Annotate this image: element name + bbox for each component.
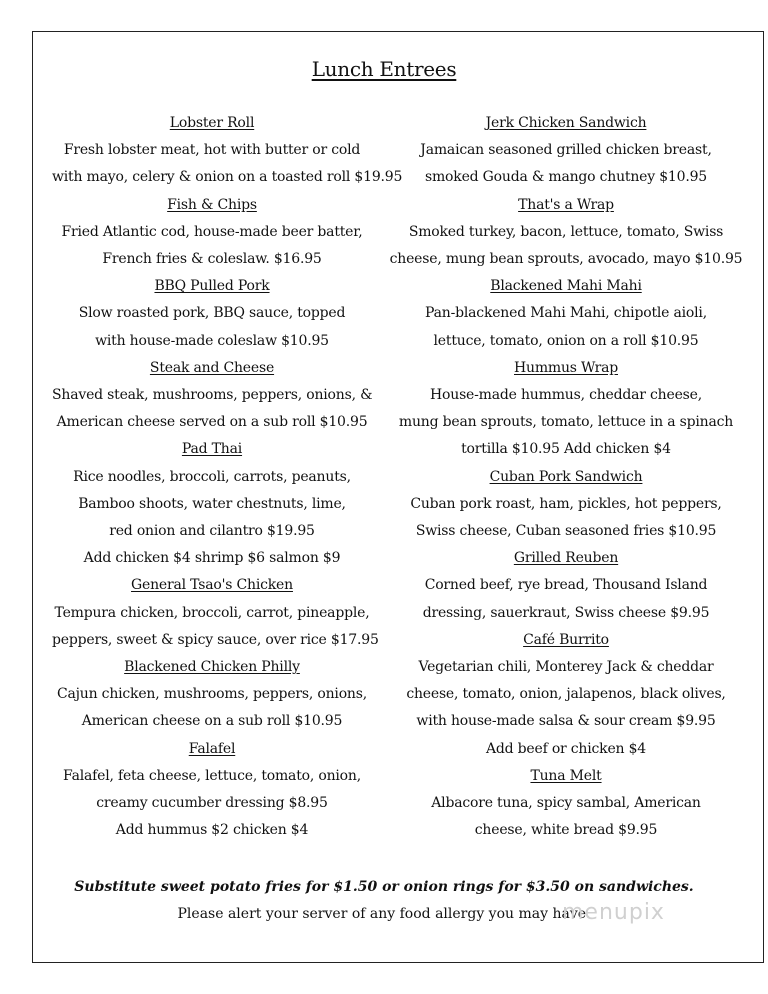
page-title: Lunch Entrees	[311, 57, 457, 81]
menu-item-description: tortilla $10.95 Add chicken $4	[461, 441, 671, 458]
menu-item	[52, 736, 372, 845]
menu-item-description: Add beef or chicken $4	[485, 740, 647, 757]
menu-item	[388, 273, 744, 355]
menu-item-description: cheese, tomato, onion, jalapenos, black olives,	[406, 686, 726, 703]
menu-item-description: Rice noodles, broccoli, carrots, peanuts,	[73, 468, 351, 485]
menu-item-description: with house-made salsa & sour cream $9.95	[416, 713, 716, 730]
substitution-note: Substitute sweet potato fries for $1.50 or onion rings for $3.50 on sandwiches.	[74, 879, 694, 895]
menu-item-description: Slow roasted pork, BBQ sauce, topped	[78, 305, 346, 322]
menu-item-description: with house-made coleslaw $10.95	[95, 332, 329, 349]
menu-item-description: House-made hummus, cheddar cheese,	[430, 387, 702, 404]
menu-item-description: Pan-blackened Mahi Mahi, chipotle aioli,	[425, 305, 707, 322]
menu-item	[388, 355, 744, 464]
menu-item-name: Lobster Roll	[169, 115, 255, 131]
menu-item-description: Swiss cheese, Cuban seasoned fries $10.95	[415, 523, 717, 540]
menu-item-name: That's a Wrap	[518, 196, 614, 213]
menu-item-name: Steak and Cheese	[149, 359, 275, 376]
menu-item-name: BBQ Pulled Pork	[154, 278, 270, 295]
menu-item-name: Falafel	[188, 740, 236, 757]
menu-item	[388, 545, 744, 627]
menu-item-description: Bamboo shoots, water chestnuts, lime,	[78, 495, 346, 512]
menu-item-description: Vegetarian chili, Monterey Jack & cheddar	[418, 659, 714, 676]
menu-item-description: Falafel, feta cheese, lettuce, tomato, onion,	[63, 767, 361, 784]
menu-item-description: American cheese served on a sub roll $10.95	[56, 414, 368, 431]
menu-item	[388, 192, 744, 274]
menu-item-name: Blackened Mahi Mahi	[490, 278, 642, 295]
menu-item-description: French fries & coleslaw. $16.95	[102, 251, 322, 268]
menu-item-name: Fish & Chips	[167, 196, 257, 213]
menu-item-name: Cuban Pork Sandwich	[489, 468, 643, 485]
menu-item-description: cheese, white bread $9.95	[474, 822, 658, 839]
menu-item	[52, 572, 379, 654]
menu-item-name: General Tsao's Chicken	[131, 577, 293, 594]
menu-item	[52, 273, 372, 355]
menu-item-description: American cheese on a sub roll $10.95	[81, 713, 343, 730]
menu-item-name: Pad Thai	[181, 441, 243, 458]
menu-item	[388, 763, 744, 845]
menu-item-description: red onion and cilantro $19.95	[109, 523, 315, 540]
left-column	[52, 110, 403, 844]
menu-item-description: lettuce, tomato, onion on a roll $10.95	[433, 332, 699, 349]
menu-item-description: with mayo, celery & onion on a toasted roll $19.95	[52, 169, 403, 186]
menu-item-description: Add chicken $4 shrimp $6 salmon $9	[83, 550, 341, 567]
menu-item-description: peppers, sweet & spicy sauce, over rice $17.95	[52, 631, 379, 648]
menu-item-name: Blackened Chicken Philly	[124, 659, 300, 676]
right-column	[388, 110, 744, 844]
menu-item-name: Tuna Melt	[530, 767, 602, 784]
menu-item-description: Fresh lobster meat, hot with butter or cold	[63, 142, 361, 159]
menu-item-description: Albacore tuna, spicy sambal, American	[431, 795, 701, 812]
menu-item	[388, 110, 744, 192]
menu-item-description: Cajun chicken, mushrooms, peppers, onions,	[57, 686, 367, 703]
menu-item-description: Jamaican seasoned grilled chicken breast,	[420, 142, 712, 159]
menu-item-name: Jerk Chicken Sandwich	[485, 115, 647, 131]
menu-item	[52, 436, 372, 572]
menu-item-description: Tempura chicken, broccoli, carrot, pineapple,	[54, 604, 370, 621]
menu-item-name: Grilled Reuben	[513, 550, 619, 567]
menu-item	[52, 654, 372, 736]
menu-item-description: Smoked turkey, bacon, lettuce, tomato, Swiss	[408, 223, 724, 240]
menu-item	[52, 355, 372, 437]
menu-item-description: Fried Atlantic cod, house-made beer batter,	[61, 223, 363, 240]
menu-item-description: dressing, sauerkraut, Swiss cheese $9.95	[422, 604, 710, 621]
menu-item	[52, 192, 372, 274]
menu-item-description: creamy cucumber dressing $8.95	[96, 795, 328, 812]
menu-item-description: smoked Gouda & mango chutney $10.95	[425, 169, 707, 186]
menu-item-description: Add hummus $2 chicken $4	[115, 822, 309, 839]
watermark-logo: menupix	[562, 900, 665, 925]
menu-item-name: Hummus Wrap	[514, 359, 618, 376]
menu-item	[52, 110, 403, 192]
menu-item-name: Café Burrito	[523, 631, 609, 648]
menu-item-description: cheese, mung bean sprouts, avocado, mayo $10.95	[389, 251, 743, 268]
menu-item-description: Shaved steak, mushrooms, peppers, onions, &	[52, 387, 373, 404]
allergy-note: Please alert your server of any food allergy you may have.	[177, 906, 591, 922]
menu-item-description: mung bean sprouts, tomato, lettuce in a spinach	[398, 414, 734, 431]
menu-item	[388, 464, 744, 546]
menu-item-description: Cuban pork roast, ham, pickles, hot peppers,	[410, 495, 722, 512]
menu-item	[388, 627, 744, 763]
menu-item-description: Corned beef, rye bread, Thousand Island	[424, 577, 708, 594]
